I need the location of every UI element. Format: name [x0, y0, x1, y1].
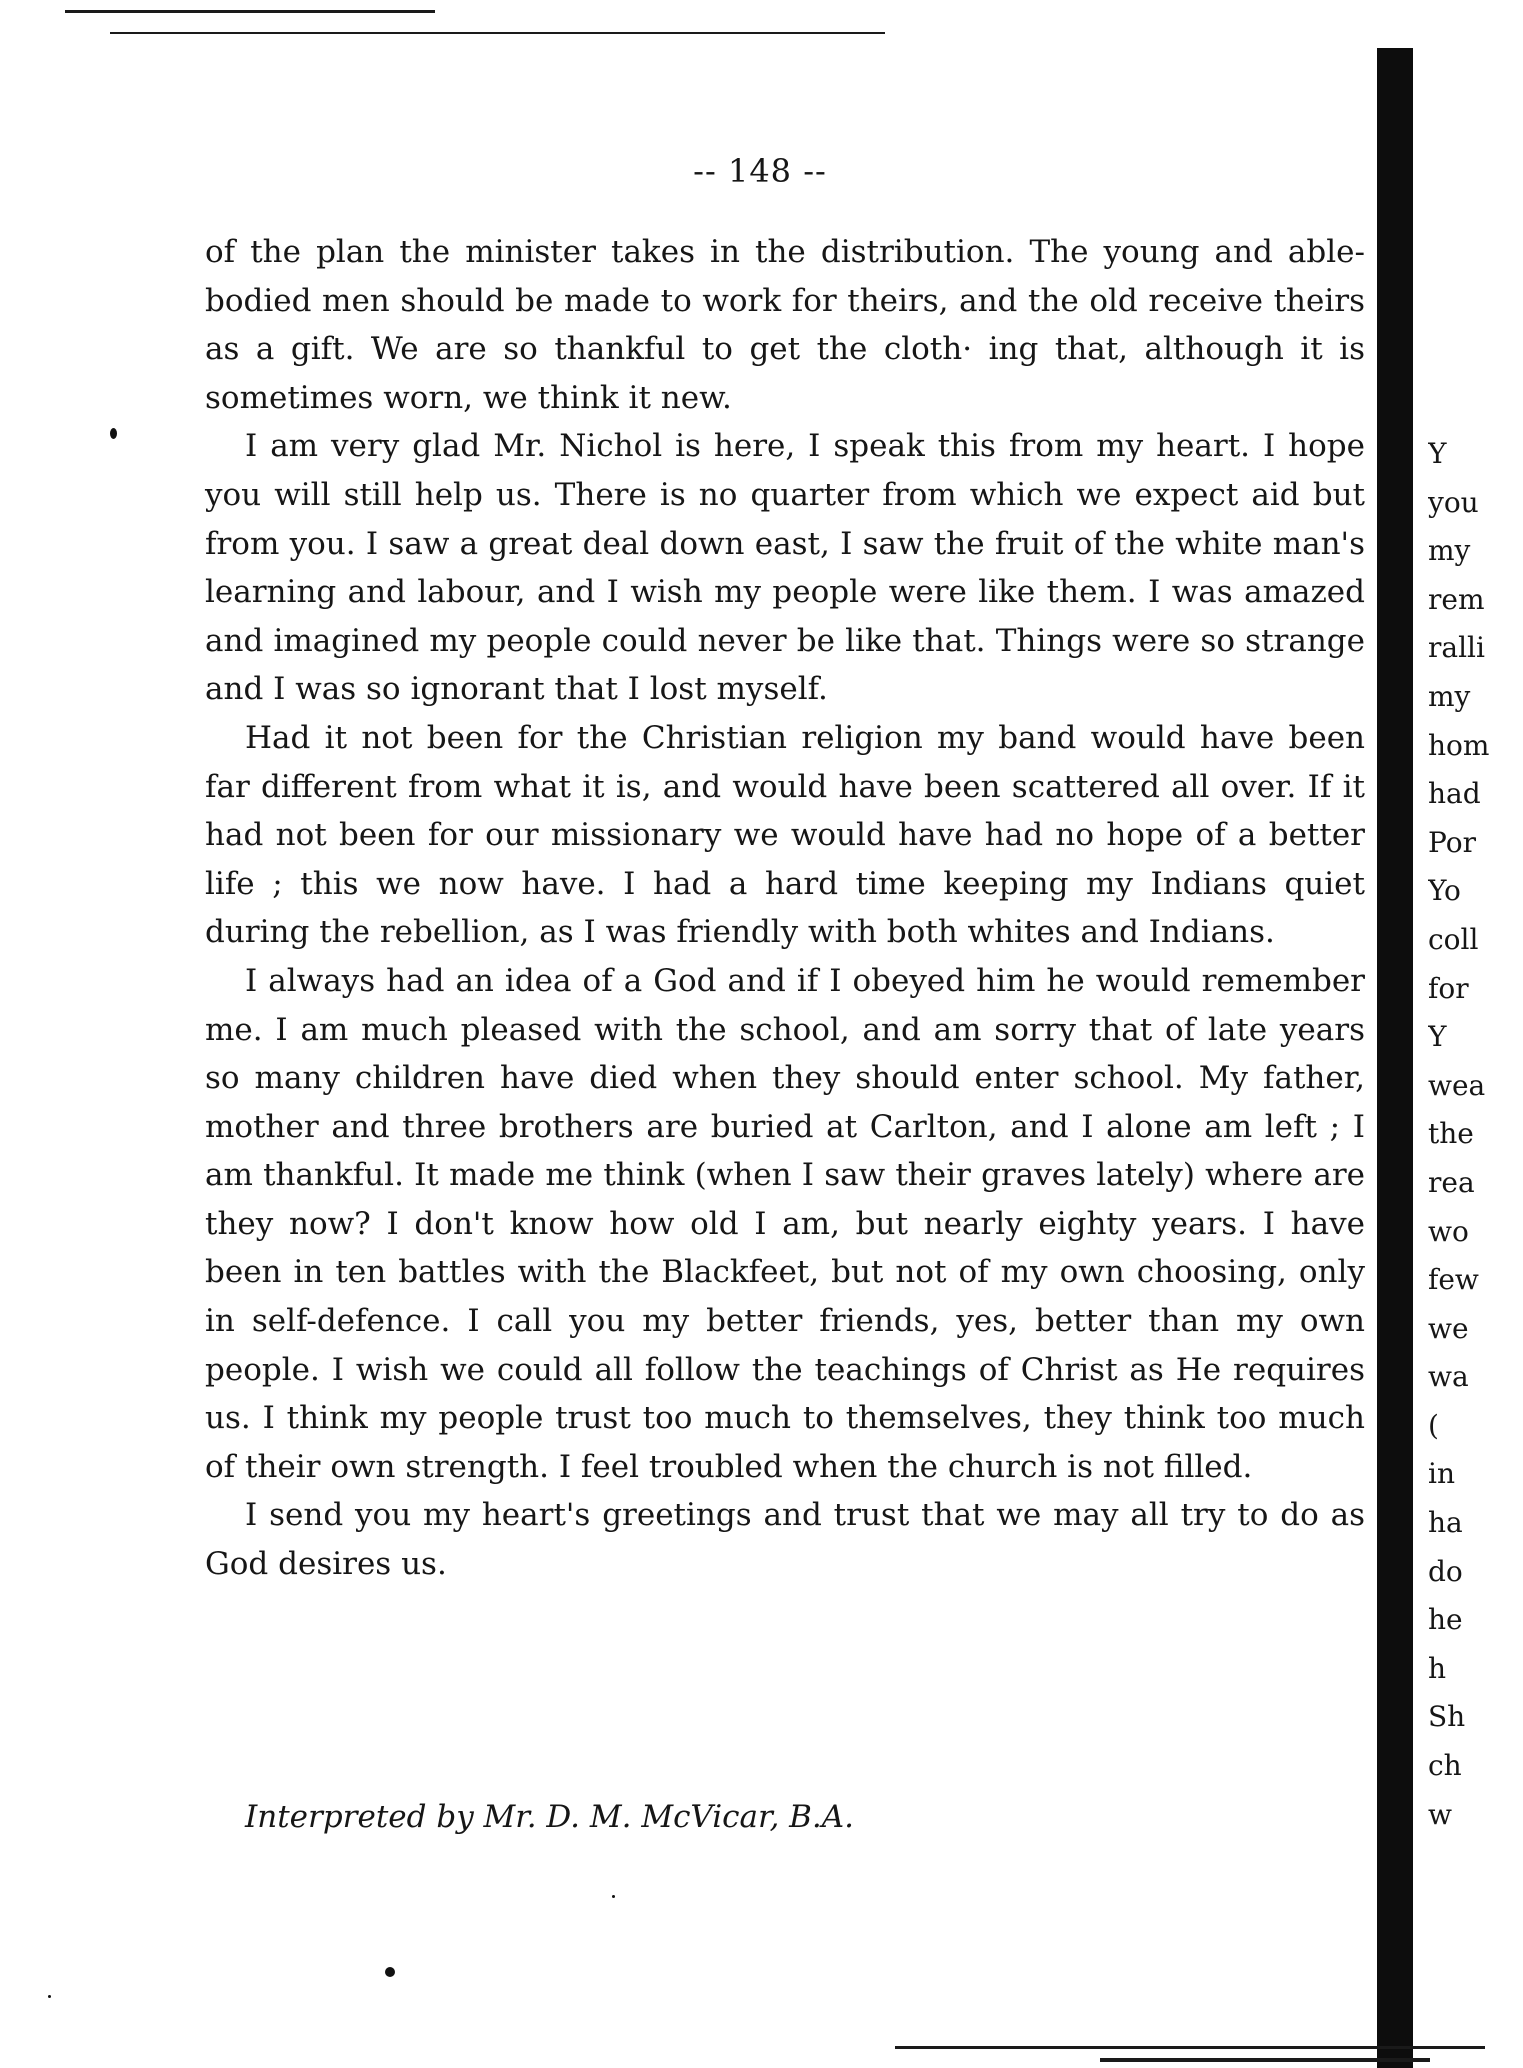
paragraph: I always had an idea of a God and if I obeyed him he would remember me. I am much pleased with the school, and am sorry that of late years so many children have died when they should enter school. My father, mother and three brothers are buried at Carlton, and I alone am left ; I am thankful. It made me think (when I saw their graves lately) where are they now? I don't know how old I am, but nearly eighty years. I have been in ten battles with the Blackfeet, but not of my own choosing, only in self-defence. I call you my better friends, yes, better than my own people. I wish we could all follow the teachings of Christ as He requires us. I think my people trust too much to themselves, they think too much of their own strength. I feel troubled when the church is not filled. [205, 962, 1365, 1485]
facing-fragment: coll [1428, 922, 1479, 956]
facing-fragment: ch [1428, 1749, 1462, 1783]
facing-fragment: wea [1428, 1068, 1486, 1102]
facing-fragment: ( [1428, 1408, 1439, 1442]
facing-fragment: wo [1428, 1214, 1469, 1248]
facing-fragment: you [1428, 485, 1479, 519]
facing-fragment: he [1428, 1603, 1463, 1637]
ink-speck [48, 1995, 51, 1998]
facing-fragment: Y [1428, 437, 1447, 470]
facing-fragment: in [1428, 1457, 1455, 1491]
binding-gutter [1377, 48, 1413, 2068]
facing-fragment: do [1428, 1554, 1463, 1588]
interpreter-credit: Interpreted by Mr. D. M. McVicar, B.A. [245, 1799, 855, 1835]
facing-fragment: w [1428, 1797, 1452, 1831]
paragraph: of the plan the minister takes in the distribution. The young and able-bodied men should be made to work for theirs, and the old receive theirs as a gift. We are so thankful to get the cloth· ing that, although it is sometimes worn, we think it new. [205, 234, 1365, 416]
facing-fragment: ralli [1428, 631, 1485, 665]
facing-fragment: Sh [1428, 1700, 1466, 1734]
facing-fragment: Por [1428, 825, 1476, 859]
facing-fragment: rem [1428, 582, 1485, 616]
bottom-rule [895, 2046, 1485, 2049]
facing-fragment: few [1428, 1263, 1479, 1297]
facing-fragment: my [1428, 679, 1471, 713]
facing-fragment: had [1428, 777, 1481, 811]
facing-fragment: Y [1428, 1020, 1447, 1054]
facing-fragment: we [1428, 1311, 1469, 1345]
paragraph: I am very glad Mr. Nichol is here, I speak this from my heart. I hope you will still help us. There is no quarter from which we expect aid but from you. I saw a great deal down east, I saw the fruit of the white man's learning and labour, and I wish my people were like them. I was amazed and imagined my people could never be like that. Things were so strange and I was so ignorant that I lost myself. [205, 428, 1365, 708]
facing-fragment: the [1428, 1117, 1474, 1151]
ink-speck [110, 428, 117, 439]
top-rule [65, 10, 435, 13]
ink-speck [612, 1895, 615, 1898]
top-rule-long [110, 32, 885, 34]
facing-fragment: my [1428, 534, 1471, 568]
page-number: -- 148 -- [693, 152, 827, 190]
facing-fragment: hom [1428, 728, 1490, 762]
bottom-rule-dark [1100, 2058, 1430, 2062]
paragraph: Had it not been for the Christian religion my band would have been far different from what it is, and would have been scattered all over. If it had not been for our missionary we would have had no hope of a better life ; this we now have. I had a hard time keeping my Indians quiet during the rebellion, as I was friendly with both whites and Indians. [205, 719, 1365, 951]
ink-speck [385, 1967, 395, 1977]
body-text [205, 228, 1365, 1589]
facing-fragment: h [1428, 1651, 1447, 1685]
facing-fragment: Yo [1428, 874, 1461, 908]
facing-fragment: wa [1428, 1360, 1469, 1394]
facing-page-fragments [1428, 430, 1518, 1839]
paragraph: I send you my heart's greetings and trust that we may all try to do as God desires us. [205, 1497, 1365, 1583]
facing-fragment: ha [1428, 1506, 1463, 1540]
facing-fragment: for [1428, 971, 1469, 1005]
facing-fragment: rea [1428, 1165, 1475, 1199]
